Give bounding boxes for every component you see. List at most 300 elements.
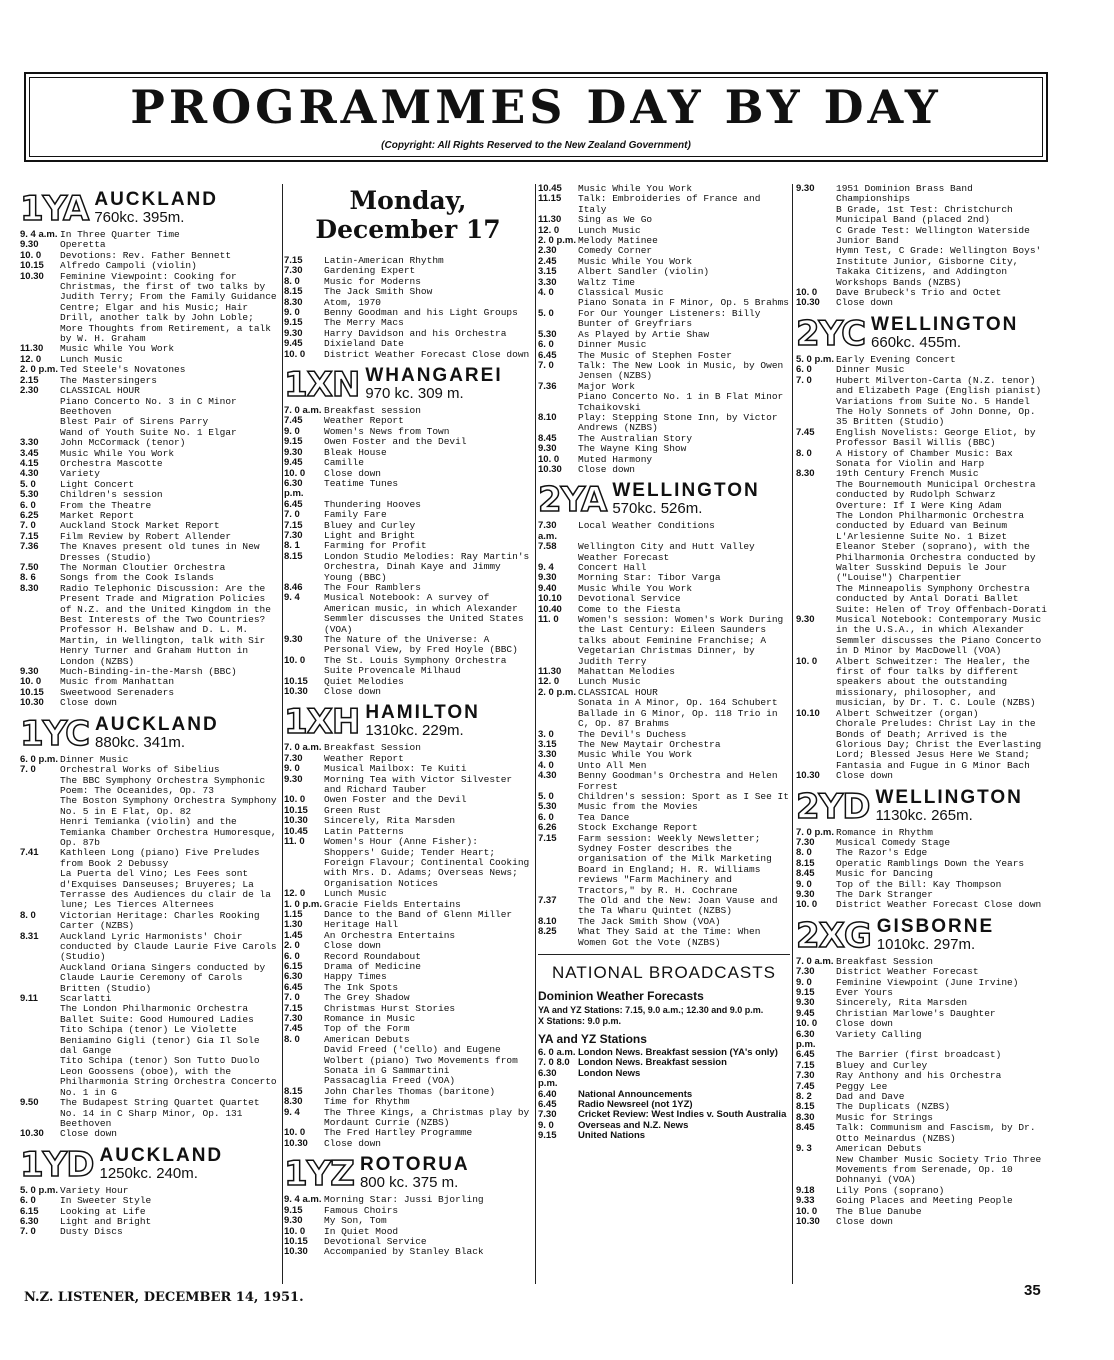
schedule-row [796,978,1052,988]
schedule-programme: In Three Quarter Time [60,229,180,240]
schedule-time: 12. 0 [20,353,42,365]
schedule-time: 10.45 [538,184,562,194]
station-frequency: 1130kc. 265m. [875,806,973,824]
schedule-row [284,677,532,687]
schedule-time: 7.15 [284,519,303,531]
schedule-programme: Bluey and Curley [836,1059,928,1071]
schedule-time: 12. 0 [284,888,306,900]
schedule-row [20,698,282,708]
schedule-programme: An Orchestra Entertains [324,929,456,941]
schedule-time: 4.30 [20,468,39,480]
schedule-time: 9.50 [20,1097,39,1109]
schedule-time: 7.15 [538,832,557,844]
schedule-row [20,817,282,848]
schedule-time: 9.40 [538,582,557,594]
schedule-time: 7.45 [284,1023,303,1035]
schedule-programme: John McCormack (tenor) [60,437,186,449]
schedule-programme: Piano Concerto No. 1 in B Flat Minor Tchaikovski [578,391,784,413]
schedule-row [538,667,790,677]
schedule-time: 6. 0 a.m. [538,1047,576,1059]
day-title: Monday, December 17 [315,186,501,244]
schedule-programme: Drama of Medicine [324,960,421,972]
schedule-row [20,490,282,500]
schedule-programme: Latin Patterns [324,825,404,837]
page-header [24,72,1048,162]
schedule-time: 6. 0 [538,339,554,351]
schedule-time: 1.45 [284,929,303,941]
schedule-programme: B Grade, 1st Test: Christchurch Municipal Band (placed 2nd) [836,203,1013,226]
schedule-2ya [538,521,790,948]
schedule-programme: New Chamber Music Society Trio Three Movements from Serenade, Op. 10 Dohnanyi (VOA) [836,1153,1042,1186]
schedule-row [284,287,532,297]
schedule-time [538,698,578,708]
schedule-row [284,437,532,447]
schedule-programme: The Four Ramblers [324,581,421,593]
schedule-row [796,246,1052,288]
schedule-time: 7.15 [20,530,39,542]
schedule-time: 2.15 [20,374,39,386]
schedule-time: 9.30 [284,773,303,785]
schedule-row [796,1196,1052,1206]
schedule-time: 7. 0 [284,992,300,1004]
schedule-time: 2. 0 p.m. [20,364,59,376]
schedule-row [284,458,532,468]
schedule-row [20,542,282,563]
schedule-row [284,1195,532,1205]
schedule-row [796,428,1052,449]
schedule-time: 9.11 [20,993,38,1005]
schedule-time: 4.15 [20,457,39,469]
schedule-time: 6.30 p.m. [284,477,304,500]
schedule-row [20,796,282,817]
schedule-time: 11.30 [20,343,44,355]
schedule-programme: Gardening Expert [324,265,416,277]
schedule-row [20,1067,282,1098]
schedule-row [20,1036,282,1057]
schedule-time [796,480,836,511]
ya-yz-heading: YA and YZ Stations [538,1032,647,1047]
schedule-row [796,719,1052,771]
schedule-time: 7.30 [284,752,303,764]
schedule-time: 5. 0 [538,790,554,802]
schedule-row [538,1121,790,1131]
schedule-time: 8. 0 [20,909,36,921]
schedule-time: 9.30 [284,634,303,645]
schedule-programme: The Nature of the Universe: A Personal View, by Fred Hoyle (BBC) [324,634,518,656]
schedule-programme: Sweetwood Serenaders [60,686,175,698]
schedule-time: 8.45 [538,432,557,444]
schedule-time: 7.30 [284,1013,303,1024]
schedule-time: 10. 0 [796,899,818,911]
schedule-time: 7. 0 8.0 [538,1057,570,1069]
schedule-programme: Music While You Work [578,255,693,267]
schedule-row [796,355,1052,365]
schedule-programme: Music for Dancing [836,868,933,880]
schedule-programme: Come to the Fiesta [578,603,681,615]
schedule-row [538,896,790,917]
schedule-row [796,1217,1052,1227]
schedule-row [538,521,790,542]
schedule-time [20,796,60,817]
schedule-row [20,1004,282,1025]
schedule-programme: Mahattan Melodies [578,666,675,678]
dominion-weather-heading: Dominion Weather Forecasts [538,989,704,1004]
schedule-time: 8.30 [796,468,815,480]
schedule-time: 7.41 [20,847,39,859]
schedule-time: 11.30 [538,214,562,226]
schedule-programme: Time for Rhythm [324,1096,410,1108]
schedule-programme: Orchestral Works of Sibelius [60,764,220,776]
schedule-programme: Bleak House [324,446,387,458]
schedule-time: 3.45 [20,447,39,459]
schedule-row [284,910,532,920]
schedule-time: 10. 0 [284,654,306,666]
schedule-time: 9.30 [284,327,303,339]
schedule-time: 6.45 [538,1099,557,1111]
schedule-time: 7.45 [284,415,303,427]
schedule-time: 7.36 [20,541,39,553]
schedule-row [796,205,1052,226]
schedule-time [20,776,60,797]
schedule-programme: Dinner Music [836,364,905,376]
schedule-programme: Kathleen Long (piano) Five Preludes from Book 2 Debussy [60,847,260,869]
schedule-time: 3. 0 [538,728,554,740]
schedule-row [538,413,790,434]
schedule-time: 11.15 [538,193,562,205]
schedule-time: 9. 0 [796,976,812,988]
station-name: AUCKLAND [94,189,218,210]
schedule-time: 6.45 [796,1049,815,1061]
schedule-time: 10. 0 [20,676,42,688]
schedule-programme: Dinner Music [60,753,129,765]
national-broadcasts-title: NATIONAL BROADCASTS [552,963,776,983]
schedule-time [20,1036,60,1057]
schedule-time: 2. 0 p.m. [538,686,577,698]
schedule-programme: Scarlatti [60,993,112,1005]
schedule-programme: Close down [324,686,382,698]
schedule-row [284,593,532,635]
schedule-time: 5. 0 p.m. [20,1184,59,1196]
schedule-programme: Dixieland Date [324,338,404,350]
schedule-time: 10. 0 [796,1205,818,1217]
schedule-time: 7.50 [20,562,39,573]
schedule-programme: Operatic Ramblings Down the Years [836,857,1025,869]
schedule-row [20,584,282,667]
schedule-programme: Romance in Music [324,1013,416,1024]
schedule-time: 7. 0 a.m. [284,742,322,754]
schedule-time: 9.30 [796,888,815,900]
station-frequency: 570kc. 526m. [612,500,703,518]
schedule-row [538,1058,790,1068]
schedule-programme: Dad and Dave [836,1091,905,1103]
schedule-2ya-continued [796,184,1052,309]
station-logo: 2YC [796,313,866,354]
schedule-programme: Chorale Preludes: Christ Lay in the Bonds of Death; Arrived is the Glorious Day; Christ the Everlasting Lord; Blessed Jesus Here We Stand; Fantasia and Fugue in G Minor Bach [836,718,1042,771]
schedule-time: 10.10 [796,707,820,719]
schedule-programme: Weather Report [324,752,404,764]
schedule-time: 9.15 [796,987,815,998]
schedule-time: 2. 0 [284,940,300,952]
schedule-programme: The Three Kings, a Christmas play by Mordaunt Currie (NZBS) [324,1106,530,1129]
schedule-time: 9.30 [796,614,815,626]
schedule-row [538,750,790,760]
schedule-programme: Cricket Review: West Indies v. South Australia [578,1109,787,1121]
schedule-row [284,500,532,510]
schedule-time: 7. 0 [796,374,812,386]
schedule-time: 7.30 [284,529,303,541]
schedule-1xn [284,406,532,697]
schedule-1yd-continued [284,256,532,360]
schedule-programme: Close down [836,1018,894,1030]
schedule-programme: Albert Schweitzer (organ) [836,707,979,719]
schedule-row [796,184,1052,205]
schedule-row [796,288,1052,298]
schedule-time [20,417,60,427]
schedule-programme: Dance to the Band of Glenn Miller [324,908,513,920]
schedule-time [20,963,60,994]
schedule-row [796,376,1052,397]
schedule-programme: Close down [60,1128,118,1140]
schedule-row [284,406,532,416]
schedule-time: 7.15 [284,255,303,266]
schedule-row [796,1030,1052,1051]
schedule-time: 7. 0 [538,359,554,371]
schedule-time: 9. 0 [284,425,300,437]
schedule-time: 9.15 [538,1130,557,1142]
schedule-row [284,795,532,805]
schedule-time: 9.30 [538,572,557,584]
schedule-programme: Farm session: Weekly Newsletter; Sydney Foster describes the organisation of the Milk Marketing Board in England; H. R. Williams reviews "Farm Machinery and Tractors," by R. H. Cochrane [578,832,772,896]
schedule-programme: Auckland Stock Market Report [60,520,220,532]
schedule-row [284,775,532,796]
schedule-row [284,1206,532,1216]
schedule-row [796,1144,1052,1154]
schedule-time: 9.33 [796,1195,815,1207]
schedule-time: 10.30 [796,297,820,309]
schedule-time: 1. 0 p.m. [284,898,323,910]
schedule-programme: The Ink Spots [324,981,399,993]
schedule-programme: Tito Schipa (tenor) Le Violette [60,1024,237,1036]
schedule-time: 9.30 [20,666,39,678]
schedule-time [796,397,836,407]
schedule-programme: Albert Sandler (violin) [578,266,710,278]
schedule-time: 9. 0 [538,1119,554,1131]
schedule-programme: United Nations [578,1130,646,1142]
schedule-row [284,350,532,360]
schedule-row [284,469,532,479]
schedule-time [20,869,60,911]
column-divider [535,184,536,1284]
schedule-time: 7.15 [284,1002,303,1014]
schedule-row [20,1196,282,1206]
schedule-programme: The Norman Cloutier Orchestra [60,562,226,573]
schedule-programme: Auckland Oriana Singers conducted by Claude Laurie Ceremony of Carols Britten (Studio) [60,961,266,994]
schedule-programme: The Budapest String Quartet Quartet No. 14 in C Sharp Minor, Op. 131 Beethoven [60,1097,260,1129]
station-logo: 1YD [20,1144,94,1185]
schedule-programme: Musical Notebook: A survey of American music, in which Alexander Semmler discusses the United States (VOA) [324,592,524,635]
schedule-time: 10.15 [284,804,308,816]
schedule-time: 7.30 [284,265,303,277]
station-logo: 1XH [284,702,360,743]
schedule-programme: The Minneapolis Symphony Orchestra conducted by Antal Dorati Ballet Suite: Helen of Troy Offenbach-Dorati [836,582,1047,615]
schedule-row [796,869,1052,879]
schedule-time: 8.15 [284,286,303,298]
schedule-programme: Overseas and N.Z. News [578,1119,689,1131]
schedule-row [796,1019,1052,1029]
schedule-time [20,817,60,848]
schedule-programme: Lunch Music [578,224,641,236]
station-logo: 1YA [20,189,89,229]
schedule-time: 11. 0 [538,614,559,626]
schedule-time: 8. 1 [284,540,300,552]
schedule-time: 10.30 [20,1128,44,1140]
schedule-time [20,1067,60,1098]
schedule-programme: Local Weather Conditions [578,520,715,532]
schedule-time: 9.15 [284,317,303,329]
schedule-programme: Early Evening Concert [836,353,956,365]
schedule-time: 10. 0 [796,287,818,299]
schedule-programme: Women's Hour (Anne Fisher): Shoppers' Guide; Tender Heart; Foreign Flavour; Continental Cooking with Mrs. D. Adams; Overseas News; Organisation Notices [324,836,530,889]
schedule-programme: 19th Century French Music [836,468,979,480]
schedule-row [796,1207,1052,1217]
schedule-programme: The Barrier (first broadcast) [836,1049,1002,1061]
schedule-time: 6. 0 [20,1195,36,1207]
schedule-programme: The Dark Stranger [836,888,933,900]
schedule-time: 9. 4 a.m. [20,229,58,240]
schedule-programme: My Son, Tom [324,1215,387,1227]
schedule-programme: Piano Concerto No. 3 in C Minor Beethoven [60,395,237,417]
schedule-row [284,931,532,941]
schedule-programme: Christian Marlowe's Daughter [836,1007,996,1019]
schedule-time: 10.15 [284,1235,308,1247]
schedule-programme: Close down [60,697,118,709]
schedule-time [796,1155,836,1186]
schedule-programme: Close down [836,1215,894,1227]
schedule-programme: The Mastersingers [60,374,157,386]
schedule-programme: Radio Newsreel (not 1YZ) [578,1099,693,1111]
page-number: 35 [1024,1282,1041,1299]
schedule-time: 10. 0 [284,348,306,360]
schedule-row [538,278,790,288]
schedule-row [538,1069,790,1090]
station-header-1xn [284,365,532,406]
schedule-time: 9.30 [538,443,557,455]
schedule-time: 8.10 [538,411,557,423]
station-name: HAMILTON [365,702,480,724]
schedule-programme: Muted Harmony [578,453,653,465]
dominion-weather-line: X Stations: 9.0 p.m. [538,1015,622,1026]
station-name: WELLINGTON [871,313,1019,335]
schedule-time: 7. 0 [20,1226,36,1238]
schedule-row [284,687,532,697]
schedule-time: 9.45 [284,457,303,469]
schedule-programme: Close down [836,770,894,782]
schedule-programme: Orchestra Mascotte [60,457,163,469]
schedule-programme: Lunch Music [60,353,123,365]
schedule-time: 7.30 a.m. [538,520,558,542]
schedule-time: 10.30 [284,1246,308,1258]
station-logo: 1XN [284,365,360,406]
schedule-programme: Close down [578,463,636,475]
station-frequency: 880kc. 341m. [95,733,186,751]
schedule-time: 12. 0 [538,676,560,688]
schedule-time: 1.15 [284,908,303,920]
schedule-time: 8.15 [796,1101,815,1113]
schedule-programme: Music While You Work [578,749,693,761]
schedule-programme: Quiet Melodies [324,675,404,687]
schedule-2xg [796,957,1052,1228]
schedule-row [284,1139,532,1149]
schedule-programme: Famous Choirs [324,1204,399,1216]
schedule-time: 9. 4 [284,1106,300,1118]
schedule-time: 10. 0 [284,1225,306,1237]
schedule-time: 7. 0 a.m. [284,405,322,417]
schedule-time: 9. 3 [796,1143,812,1155]
schedule-row [538,267,790,277]
schedule-1yz [284,1195,532,1257]
schedule-row [538,771,790,792]
station-name: WHANGAREI [365,365,503,387]
schedule-programme: District Weather Forecast Close down [836,899,1042,911]
schedule-row [20,1129,282,1139]
schedule-time: 6.15 [20,1205,39,1217]
schedule-programme: The Australian Story [578,432,693,444]
schedule-time: 10.10 [538,593,562,605]
schedule-row [284,308,532,318]
schedule-programme: La Puerta del Vino; Les Fees sont d'Exquises Danseuses; Bruyeres; La Terrasse des Audiences du clair de la lune; Les Tierces Alternees [60,868,271,911]
schedule-row [284,962,532,972]
schedule-programme: The Duplicats (NZBS) [836,1101,951,1113]
schedule-programme: Ever Yours [836,987,894,998]
schedule-programme: Light and Bright [324,529,416,541]
schedule-row [284,1128,532,1138]
schedule-time: 8.30 [284,296,303,308]
schedule-programme: Market Report [60,509,135,521]
schedule-programme: The Old and the New: Joan Vause and the Ta Wharu Quintet (NZBS) [578,895,778,917]
schedule-row [538,802,790,812]
national-schedule [538,1048,790,1142]
schedule-programme: Melody Matinee [578,235,658,247]
station-name: WELLINGTON [612,480,760,502]
schedule-1xh [284,743,532,1149]
schedule-programme: Latin-American Rhythm [324,255,444,266]
schedule-time: 5. 0 [20,478,36,490]
schedule-programme: David Freed ('cello) and Eugene Wolbert (piano) Two Movements from Sonata in G Sammartini [324,1044,518,1077]
schedule-time: 8.45 [796,868,815,880]
schedule-row [20,1227,282,1237]
schedule-time: 8. 0 [284,275,300,287]
schedule-programme: The BBC Symphony Orchestra Symphonic Poem: The Oceanides, Op. 73 [60,774,266,796]
schedule-row [796,449,1052,470]
schedule-row [284,941,532,951]
schedule-time [796,226,836,247]
schedule-time: 10.30 [284,815,308,827]
station-header-1xh [284,702,532,743]
schedule-programme: Benny Goodman and his Light Groups [324,307,518,319]
schedule-programme: Green Rust [324,804,382,816]
schedule-time: 6.15 [284,960,303,972]
schedule-programme: The Knaves present old tunes in New Dresses (Studio) [60,541,260,563]
schedule-row [538,309,790,330]
schedule-row [284,1247,532,1257]
schedule-row [538,615,790,667]
schedule-time: 10. 0 [284,467,306,479]
schedule-programme: Feminine Viewpoint (June Irvine) [836,976,1019,988]
station-header-1yc [20,713,282,754]
schedule-programme: As Played by Artie Shaw [578,328,710,340]
schedule-time: 7.58 [538,541,557,553]
schedule-time [538,709,578,730]
